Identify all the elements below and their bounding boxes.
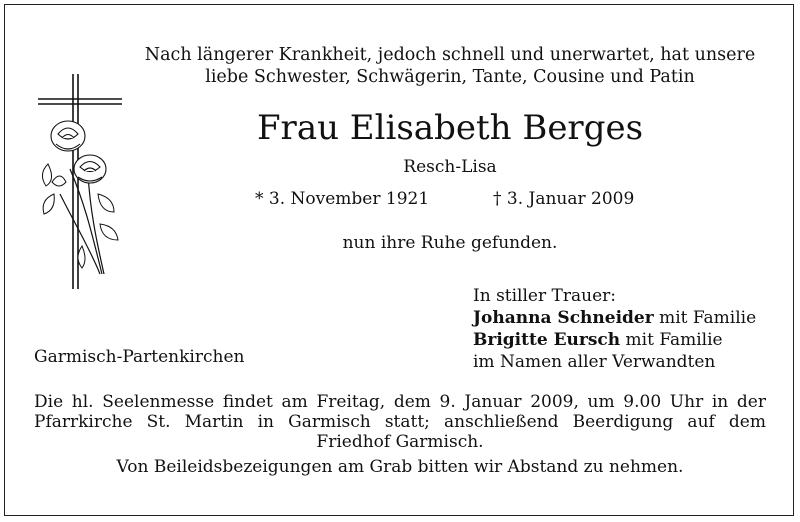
- place-name: Garmisch-Partenkirchen: [34, 347, 245, 367]
- birth-date: * 3. November 1921: [255, 189, 430, 209]
- mourners-heading: In stiller Trauer:: [473, 286, 616, 306]
- deceased-name: Frau Elisabeth Berges: [256, 108, 644, 148]
- mass-announcement: Die hl. Seelenmesse findet am Freitag, dem 9. Januar 2009, um 9.00 Uhr in der Pfarrkirche St. Martin in Garmisch statt; anschließend Beerdigung auf dem Friedhof Garmisch.: [34, 392, 766, 452]
- mourner-2-name: Brigitte Eursch: [473, 330, 621, 350]
- mourner-2: [473, 329, 756, 351]
- rest-text: nun ihre Ruhe gefunden.: [342, 233, 558, 253]
- mourner-1-suffix: mit Familie: [653, 308, 757, 328]
- intro-line-1: Nach längerer Krankheit, jedoch schnell und unerwartet, hat unsere: [144, 45, 756, 65]
- mourners-closing: im Namen aller Verwandten: [473, 352, 716, 372]
- death-date: † 3. Januar 2009: [493, 189, 635, 209]
- mourner-1-name: Johanna Schneider: [473, 308, 654, 328]
- intro-text: [130, 44, 770, 88]
- mourners-block: [473, 285, 756, 373]
- condolence-note: Von Beileidsbezeigungen am Grab bitten wir Abstand zu nehmen.: [116, 457, 684, 477]
- intro-line-2: liebe Schwester, Schwägerin, Tante, Cousine und Patin: [205, 67, 695, 87]
- mourner-1: [473, 307, 756, 329]
- cross-with-roses-icon: [30, 74, 130, 294]
- maiden-name: Resch-Lisa: [403, 157, 497, 177]
- mourner-2-suffix: mit Familie: [620, 330, 723, 350]
